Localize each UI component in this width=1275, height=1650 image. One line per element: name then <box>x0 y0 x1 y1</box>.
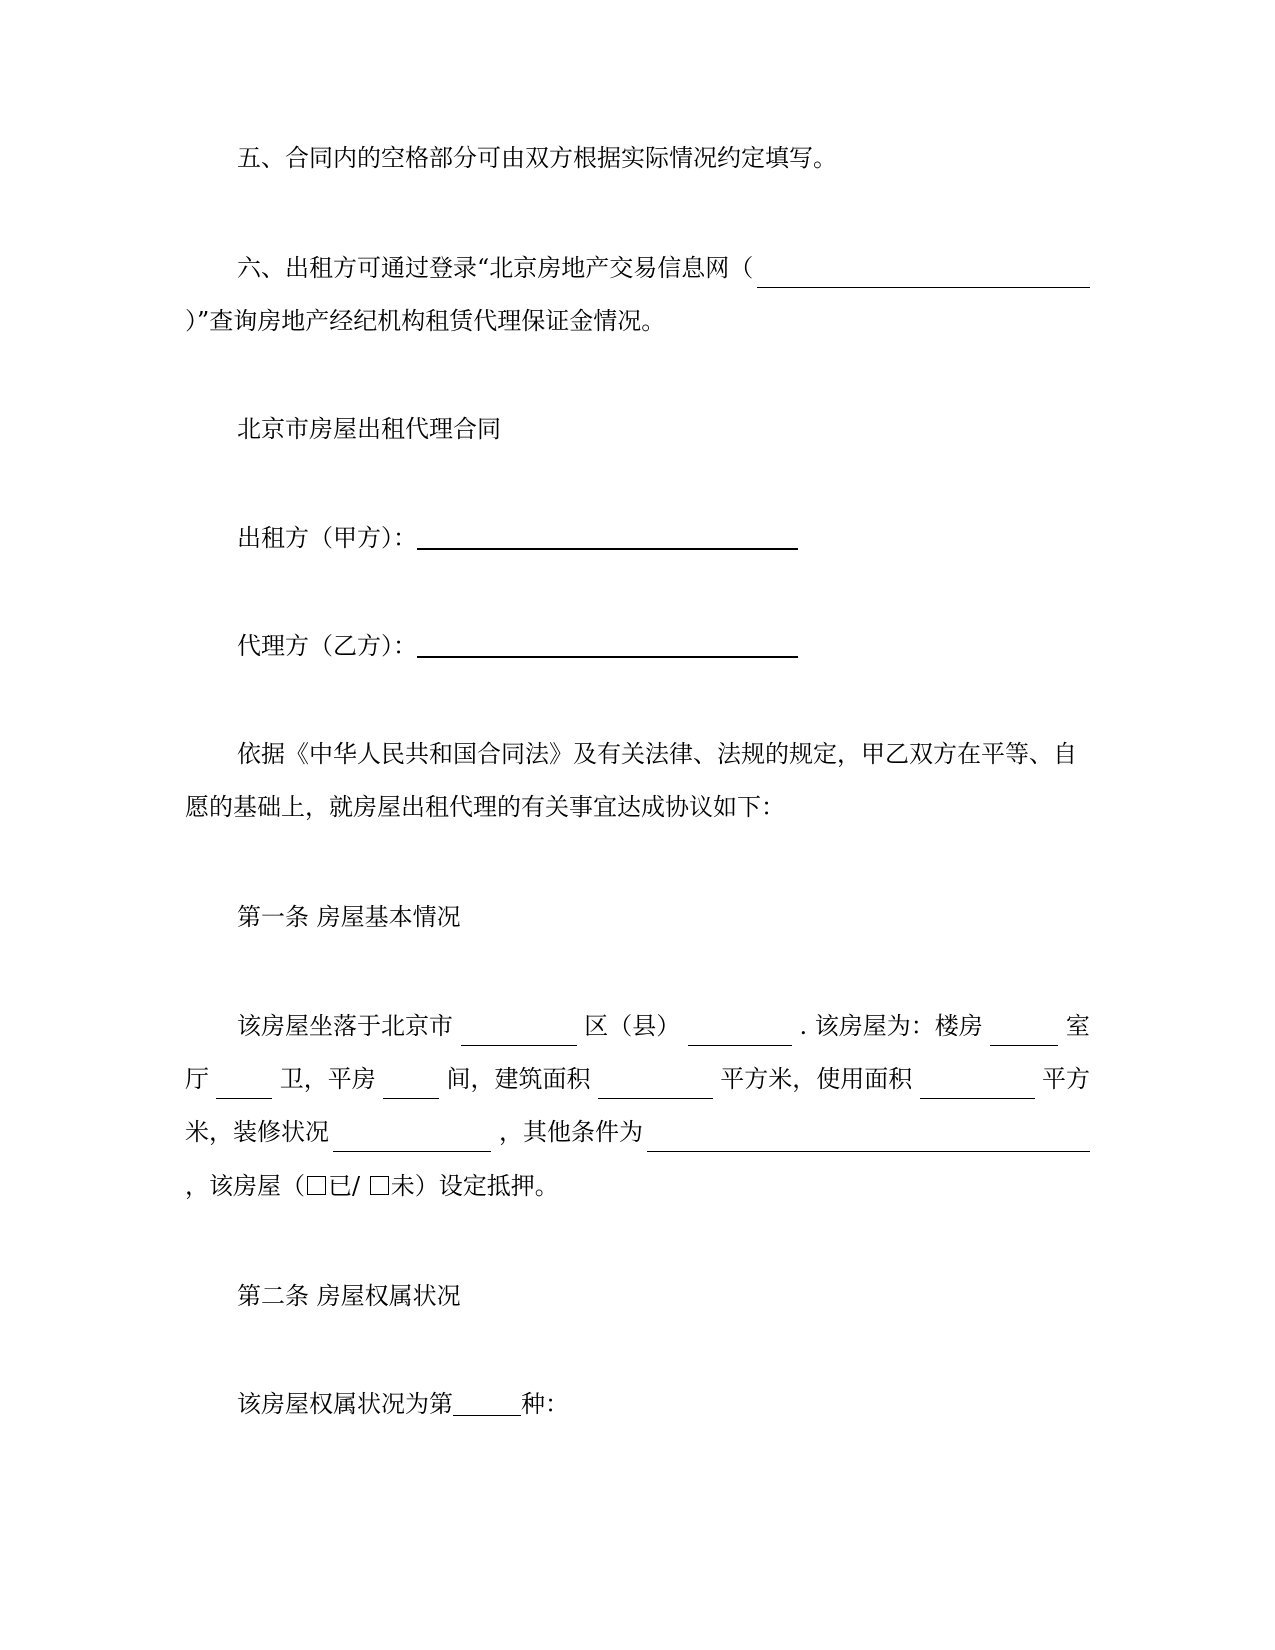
art1-l3-text-1: 米，装修状况 <box>185 1118 329 1146</box>
party-a-line <box>237 518 1090 558</box>
contract-title: 北京市房屋出租代理合同 <box>237 415 501 443</box>
usable-area-blank <box>920 1072 1035 1099</box>
art1-l2-text-1: 厅 <box>185 1065 209 1093</box>
art1-l2-text-3: 间，建筑面积 <box>446 1065 591 1093</box>
item-6-line-1 <box>237 248 1090 288</box>
other-conditions-blank <box>647 1125 1090 1152</box>
art2-l1-text-2: 种： <box>521 1390 569 1418</box>
party-b-line <box>237 626 1090 666</box>
ownership-type-blank <box>453 1389 521 1416</box>
building-area-blank <box>598 1072 713 1099</box>
district-blank <box>461 1019 577 1046</box>
county-blank <box>688 1019 792 1046</box>
halls-blank <box>216 1072 272 1099</box>
website-url-blank <box>757 261 1090 288</box>
mortgaged-checkbox-icon[interactable] <box>307 1176 326 1195</box>
item-6-line-2: ）”查询房地产经纪机构租赁代理保证金情况。 <box>185 307 666 335</box>
party-b-blank <box>417 630 798 658</box>
not-mortgaged-checkbox-icon[interactable] <box>370 1176 389 1195</box>
art1-l1-text-3: . 该房屋为：楼房 <box>799 1012 983 1040</box>
article-1-line-4 <box>185 1166 1090 1206</box>
art1-l4-text-1: ，该房屋（ <box>185 1172 305 1200</box>
article-1-line-3 <box>185 1112 1090 1152</box>
art1-l4-text-3: 未）设定抵押。 <box>390 1172 559 1200</box>
art1-l1-text-2: 区（县） <box>584 1012 681 1040</box>
art1-l4-text-2: 已/ <box>328 1172 368 1200</box>
party-a-blank <box>417 522 798 550</box>
art1-l1-text-4: 室 <box>1065 1012 1090 1040</box>
preamble-line-2: 愿的基础上，就房屋出租代理的有关事宜达成协议如下： <box>185 793 785 821</box>
article-2-line-1 <box>237 1384 1090 1424</box>
preamble-line-1: 依据《中华人民共和国合同法》及有关法律、法规的规定，甲乙双方在平等、自 <box>237 740 1077 768</box>
article-2-title: 第二条 房屋权属状况 <box>237 1282 461 1310</box>
party-b-label: 代理方（乙方）： <box>237 632 417 660</box>
rooms-blank <box>990 1019 1058 1046</box>
art1-l2-text-4: 平方米，使用面积 <box>720 1065 913 1093</box>
decoration-blank <box>333 1125 491 1152</box>
article-1-line-2 <box>185 1059 1090 1099</box>
art1-l3-text-2: ，其他条件为 <box>499 1118 643 1146</box>
item-5-text: 五、合同内的空格部分可由双方根据实际情况约定填写。 <box>237 144 837 172</box>
art2-l1-text-1: 该房屋权属状况为第 <box>237 1390 453 1418</box>
bungalow-rooms-blank <box>383 1072 439 1099</box>
art1-l2-text-5: 平方 <box>1042 1065 1090 1093</box>
article-1-title: 第一条 房屋基本情况 <box>237 903 461 931</box>
party-a-label: 出租方（甲方）： <box>237 524 417 552</box>
article-1-line-1 <box>237 1006 1090 1046</box>
item-6-text-a: 六、出租方可通过登录“北京房地产交易信息网（ <box>237 254 754 282</box>
art1-l2-text-2: 卫，平房 <box>279 1065 376 1093</box>
art1-l1-text-1: 该房屋坐落于北京市 <box>237 1012 453 1040</box>
